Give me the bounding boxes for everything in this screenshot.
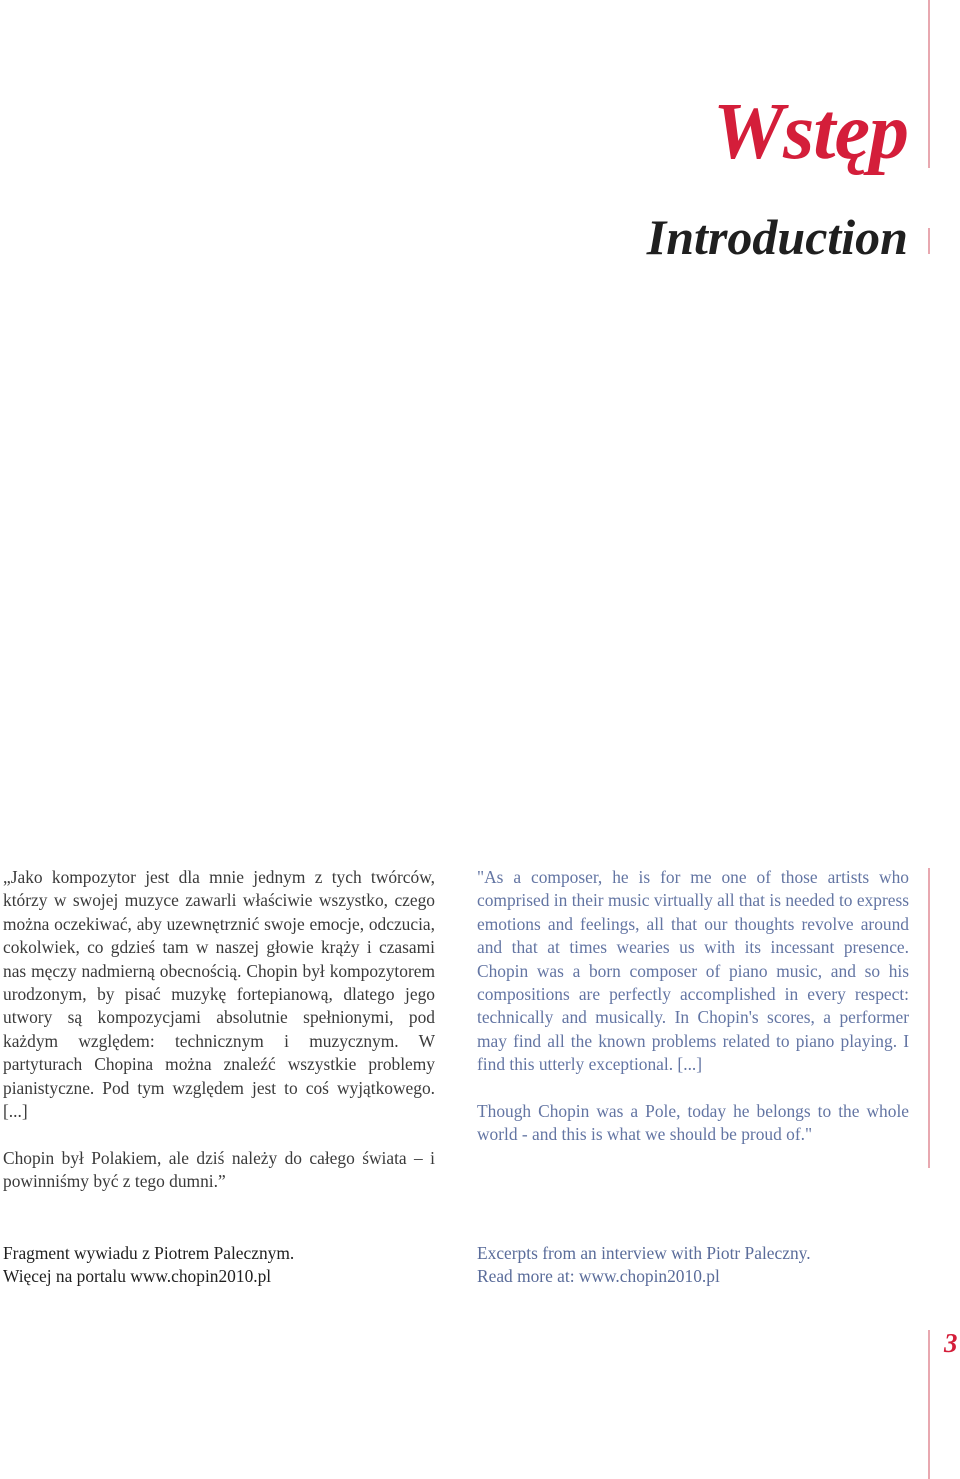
english-column [477,866,909,1170]
margin-rule-top [928,0,930,168]
margin-rule-middle [928,868,930,1168]
page-number: 3 [944,1328,958,1358]
english-credit-line-1: Excerpts from an interview with Piotr Paleczny. [477,1243,811,1263]
margin-rule-tick [928,228,930,254]
polish-credit [3,1242,294,1289]
polish-column [3,866,435,1217]
page-title-english: Introduction [646,209,908,265]
english-credit [477,1242,811,1289]
english-credit-line-2: Read more at: www.chopin2010.pl [477,1266,720,1287]
polish-credit-line-2: Więcej na portalu www.chopin2010.pl [3,1266,272,1287]
polish-credit-line-1: Fragment wywiadu z Piotrem Palecznym. [3,1243,295,1263]
page-title-polish: Wstęp [713,88,908,176]
english-paragraph-1: "As a composer, he is for me one of those artists who comprised in their music virtually all that is needed to express emotions and feelings, all that our thoughts revolve around and that at times wearies us with its incessant presence. Chopin was a born composer of piano music, and so his compositions are perfectly accomplished in every respect: technically and musically. In Chopin's scores, a performer may find all the known problems related to piano playing. I find this utterly exceptional. [...] [477,867,909,1075]
polish-paragraph-2: Chopin był Polakiem, ale dziś należy do całego świata – i powinniśmy być z tego dumni.” [3,1147,435,1192]
margin-rule-bottom [928,1330,930,1479]
english-paragraph-2: Though Chopin was a Pole, today he belongs to the whole world - and this is what we should be proud of." [477,1101,909,1145]
polish-paragraph-1: „Jako kompozytor jest dla mnie jednym z tych twórców, którzy w swojej muzyce zawarli właściwie wszystko, czego można oczekiwać, aby uzewnętrznić swoje emocje, odczucia, cokolwiek, co gdzieś tam w naszej głowie krąży i czasami nas męczy nadmierną obecnością. Chopin był kompozytorem urodzonym, by pisać muzykę fortepianową, dlatego jego utwory są kompozycjami absolutnie spełnionymi, pod każdym względem: technicznym i muzycznym. W partyturach Chopina można znaleźć wszystkie problemy pianistyczne. Pod tym względem jest to coś wyjątkowego. [...] [3,867,435,1122]
